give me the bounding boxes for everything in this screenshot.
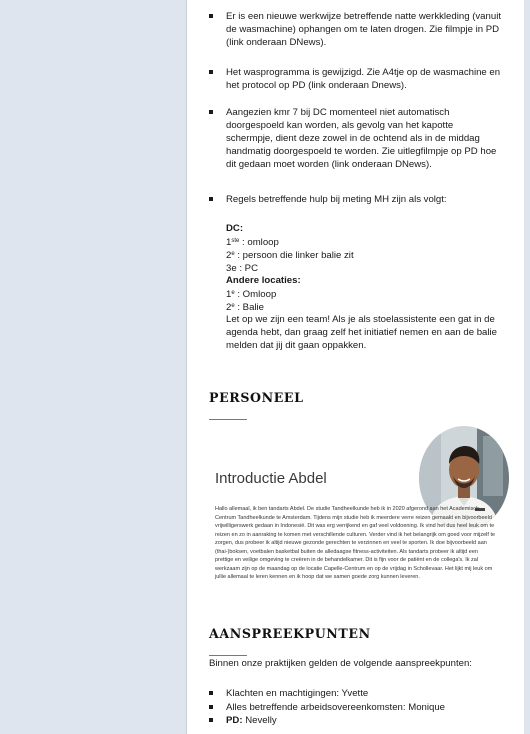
list-item-label: PD:: [226, 715, 243, 726]
bullet-item: [209, 193, 501, 206]
intro-title: Introductie Abdel: [215, 470, 327, 487]
bullet-marker: [209, 691, 213, 695]
rule-text: : PC: [236, 263, 258, 274]
aanspreekpunten-list: [209, 687, 501, 728]
rule-suffix: e: [231, 303, 235, 309]
bullet-item: [209, 10, 501, 49]
rule-suffix: e: [231, 251, 235, 257]
list-item-value: Nevelly: [242, 715, 277, 726]
rule-suffix: e: [231, 290, 235, 296]
rule-number: 1: [226, 289, 232, 300]
aanspreekpunten-intro: Binnen onze praktijken gelden de volgende aanspreekpunten:: [209, 658, 472, 669]
bullet-text: Aangezien kmr 7 bij DC momenteel niet automatisch doorgespoeld kan worden, als gevolg van het kapotte schermpje, dient deze zowel in de ochtend als in de middag handmatig doorgespoeld te worden. Zie uitlegfilmpje op PD hoe dit gedaan moet worden (link onderaan DNews).: [226, 107, 497, 170]
bullet-item: [209, 106, 501, 171]
dc-label: DC:: [226, 223, 244, 234]
other-rule-2: [226, 300, 506, 313]
page-edge: [186, 0, 187, 734]
bullet-marker: [209, 110, 213, 114]
bullet-marker: [209, 14, 213, 18]
intro-body-text: Hallo allemaal, ik ben tandarts Abdel. De studie Tandheelkunde heb ik in 2020 afgerond aan het Academisch Centrum Tandheelkunde te Amsterdam. Tijdens mijn studie heb ik meerdere verre reizen gemaakt en bijvoorbeeld vrijwilligerswerk gedaan in Indonesië. Dit was erg verrijkend en gaf veel voldoening. Ik vind het dus heel leuk om te reizen en zo in aanraking te komen met verschillende culturen. Verder vind ik het belangrijk om goed voor mijzelf te zorgen, dus probeer ik altijd nieuwe gezonde gerechten te verzinnen en veel te sporten. Ik doe bijvoorbeeld aan (thai-)boksen, voetbalen basketbal buiten de alledaagse fitness-activiteiten. Als tandarts probeer ik altijd een prettige en veilige omgeving te creëren in de behandelkamer. Dit is fijn voor de patiënt en de collega's. Ik zal werkzaam zijn op de maandag op de locatie Capelle-Centrum en op de vrijdag in Schollevaar. Het lijkt mij leuk om jullie allemaal te leren kennen en ik hoop dat we samen goede zorg kunnen leveren.: [215, 506, 496, 580]
list-item: [209, 687, 501, 701]
rule-number: 3e: [226, 263, 237, 274]
document-page: [186, 0, 524, 734]
other-locations-label: Andere locaties:: [226, 275, 301, 286]
personeel-heading: PERSONEEL: [209, 390, 304, 405]
list-item: [209, 714, 501, 728]
dc-rule-2: [226, 248, 506, 261]
list-item: [209, 701, 501, 715]
list-item-text: [226, 687, 368, 700]
bullet-marker: [209, 70, 213, 74]
dc-rule-1: [226, 235, 506, 248]
rule-number: 2: [226, 302, 232, 313]
dc-rule-3: [226, 261, 506, 274]
aanspreekpunten-heading: AANSPREEKPUNTEN: [209, 626, 371, 641]
list-item-value: Alles betreffende arbeidsovereenkomsten: Monique: [226, 701, 446, 713]
list-item-text: [226, 714, 277, 727]
list-item-text: [226, 701, 445, 714]
bullet-marker: [209, 705, 213, 709]
rule-suffix: ste: [231, 238, 240, 244]
bullet-marker: [209, 197, 213, 201]
heading-underline: [209, 655, 247, 656]
list-item-value: Klachten en machtigingen: Yvette: [226, 688, 369, 699]
rule-text: : persoon die linker balie zit: [234, 250, 354, 261]
bullet-text: Het wasprogramma is gewijzigd. Zie A4tje op de wasmachine en het protocol op PD (link onderaan Dnews).: [226, 67, 501, 91]
right-margin-band: [524, 0, 530, 734]
left-margin-band: [0, 0, 186, 734]
heading-underline: [209, 419, 247, 420]
bullet-item: [209, 66, 501, 92]
rule-text: : Balie: [234, 302, 265, 313]
bullet-text: Er is een nieuwe werkwijze betreffende natte werkkleding (vanuit de wasmachine) ophangen om te laten drogen. Zie filmpje in PD (link onderaan DNews).: [226, 11, 501, 48]
rule-number: 1: [226, 237, 232, 248]
rule-text: : omloop: [239, 237, 279, 248]
bullet-marker: [209, 718, 213, 722]
rule-number: 2: [226, 250, 232, 261]
other-rule-1: [226, 287, 506, 300]
team-note: Let op we zijn een team! Als je als stoelassistente een gat in de agenda hebt, dan graag zelf het initiatief nemen en aan de balie melden dat jij dit gaan oppakken.: [226, 314, 497, 351]
meting-rules: [226, 222, 506, 352]
introduction-card: [215, 430, 501, 610]
rule-text: : Omloop: [234, 289, 277, 300]
bullet-text: Regels betreffende hulp bij meting MH zijn als volgt:: [226, 194, 447, 205]
